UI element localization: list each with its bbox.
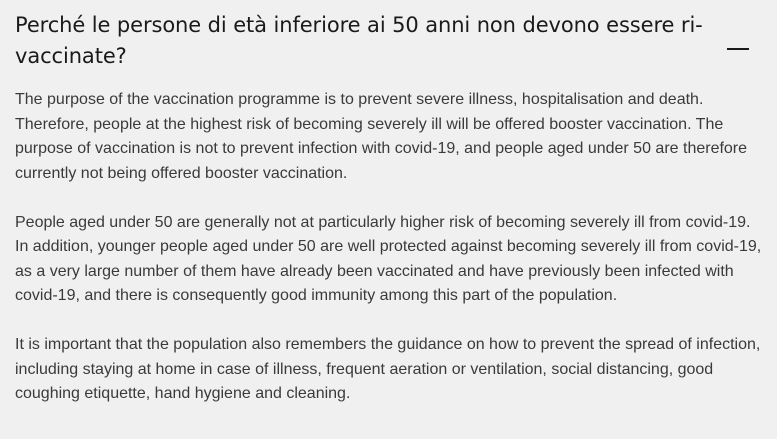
minus-collapse-icon[interactable] [727,32,749,54]
answer-paragraph: It is important that the population also remembers the guidance on how to prevent the spread of infection, including staying at home in case of illness, frequent aeration or ventilation, social distancing, good coughing etiquette, hand hygiene and cleaning. [15,336,761,402]
faq-answer-body [15,88,762,407]
faq-question-title: Perché le persone di età inferiore ai 50 anni non devono essere ri-vaccinate? [15,13,703,68]
answer-paragraph: People aged under 50 are generally not at particularly higher risk of becoming severely ill from covid-19. In addition, younger people aged under 50 are well protected against becoming severely ill from covid-19, as a very large number of them have already been vaccinated and have previously been infected with covid-19, and there is consequently good immunity among this part of the population. [15,213,762,304]
answer-paragraph: The purpose of the vaccination programme is to prevent severe illness, hospitalisation and death. Therefore, people at the highest risk of becoming severely ill will be offered booster vaccination. The purpose of vaccination is not to prevent infection with covid-19, and people aged under 50 are therefore currently not being offered booster vaccination. [15,91,748,182]
faq-question-header[interactable] [15,10,762,72]
